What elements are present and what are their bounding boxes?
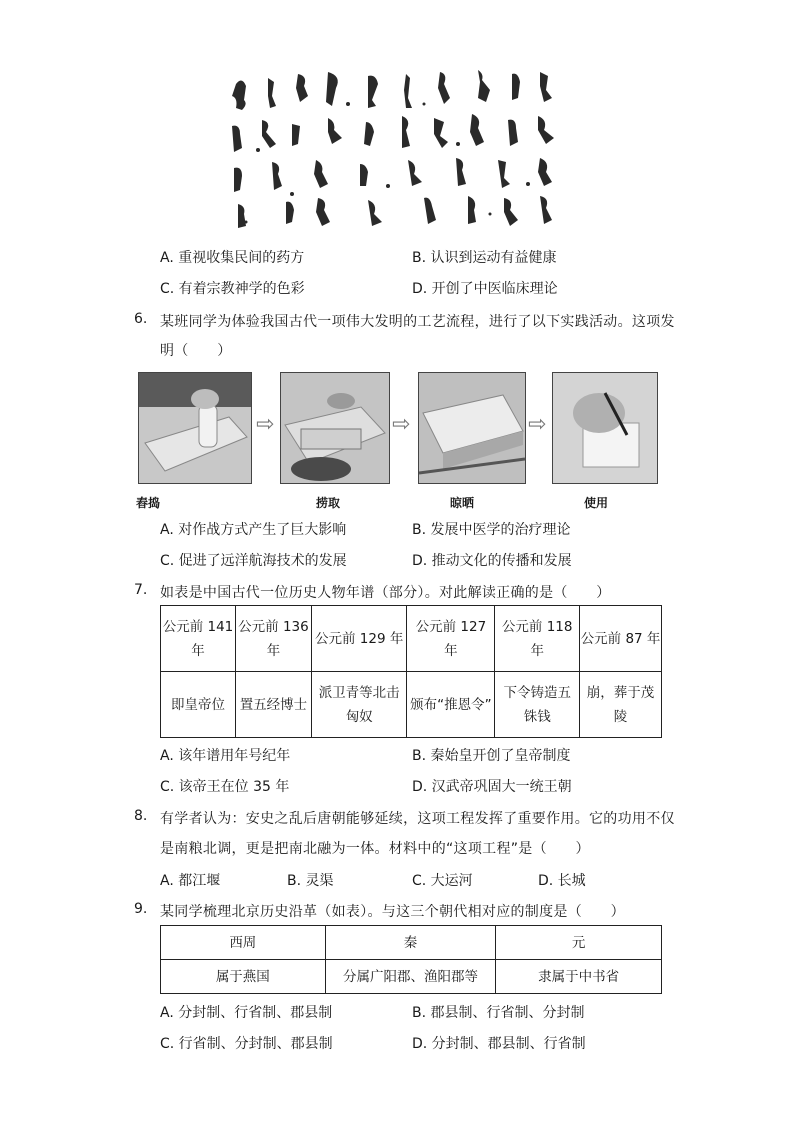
q9-option-c[interactable]: C. 行省制、分封制、郡县制	[160, 1036, 333, 1052]
status-row	[161, 960, 662, 994]
event-cell: 下令铸造五 铢钱	[495, 672, 580, 738]
event-cell: 崩，葬于茂陵	[580, 672, 662, 738]
arrow-icon: ⇨	[392, 412, 411, 437]
dynasty-cell: 西周	[161, 926, 326, 960]
q8-stem-line1: 有学者认为：安史之乱后唐朝能够延续，这项工程发挥了重要作用。它的功用不仅	[160, 811, 675, 827]
q8-option-d[interactable]: D. 长城	[538, 873, 586, 889]
drying-photo	[418, 372, 526, 484]
using-photo-drawing	[553, 373, 657, 483]
q9-stem: 某同学梳理北京历史沿革（如表）。与这三个朝代相对应的制度是（ ）	[160, 904, 625, 920]
q6-stem-line2: 明（ ）	[160, 343, 232, 359]
event-cell: 颁布“推恩令”	[407, 672, 495, 738]
year-row	[161, 606, 662, 672]
status-cell: 分属广阳郡、渔阳郡等	[325, 960, 496, 994]
event-cell: 派卫青等北击 匈奴	[311, 672, 407, 738]
q5-option-a[interactable]: A. 重视收集民间的药方	[160, 250, 305, 266]
daoyin-figures-image	[228, 64, 568, 234]
q5-option-d[interactable]: D. 开创了中医临床理论	[412, 281, 558, 297]
dynasty-cell: 秦	[325, 926, 496, 960]
q6-stem-line1: 某班同学为体验我国古代一项伟大发明的工艺流程，进行了以下实践活动。这项发	[160, 314, 675, 330]
using-photo	[552, 372, 658, 484]
caption-using: 使用	[584, 496, 609, 510]
q7-stem: 如表是中国古代一位历史人物年谱（部分）。对此解读正确的是（ ）	[160, 585, 611, 601]
q6-option-a[interactable]: A. 对作战方式产生了巨大影响	[160, 522, 347, 538]
q8-option-a[interactable]: A. 都江堰	[160, 873, 221, 889]
q8-number: 8.	[134, 808, 148, 824]
status-cell: 隶属于中书省	[496, 960, 662, 994]
year-cell: 公元前 127 年	[407, 606, 495, 672]
drying-photo-drawing	[419, 373, 525, 483]
dynasty-row	[161, 926, 662, 960]
q7-option-c[interactable]: C. 该帝王在位 35 年	[160, 779, 290, 795]
year-cell: 公元前 141 年	[161, 606, 236, 672]
pounding-photo-drawing	[139, 373, 251, 483]
q8-option-c[interactable]: C. 大运河	[412, 873, 473, 889]
caption-scooping: 捞取	[316, 496, 341, 510]
beijing-history-table	[160, 925, 662, 994]
year-cell: 公元前 129 年	[311, 606, 407, 672]
q9-option-d[interactable]: D. 分封制、郡县制、行省制	[412, 1036, 586, 1052]
chronology-table	[160, 605, 662, 738]
event-cell: 即皇帝位	[161, 672, 236, 738]
q9-option-b[interactable]: B. 郡县制、行省制、分封制	[412, 1005, 585, 1021]
q6-option-b[interactable]: B. 发展中医学的治疗理论	[412, 522, 571, 538]
q9-number: 9.	[134, 901, 148, 917]
event-row	[161, 672, 662, 738]
q7-option-d[interactable]: D. 汉武帝巩固大一统王朝	[412, 779, 572, 795]
q6-number: 6.	[134, 311, 148, 327]
caption-pounding: 舂捣	[136, 496, 161, 510]
q5-option-b[interactable]: B. 认识到运动有益健康	[412, 250, 557, 266]
q5-option-c[interactable]: C. 有着宗教神学的色彩	[160, 281, 305, 297]
q9-option-a[interactable]: A. 分封制、行省制、郡县制	[160, 1005, 333, 1021]
figures-drawing	[228, 64, 568, 234]
q8-stem-line2: 是南粮北调，更是把南北融为一体。材料中的“这项工程”是（ ）	[160, 841, 590, 857]
year-cell: 公元前 118 年	[495, 606, 580, 672]
pounding-photo	[138, 372, 252, 484]
event-cell: 置五经博士	[235, 672, 311, 738]
status-cell: 属于燕国	[161, 960, 326, 994]
caption-drying: 晾晒	[450, 496, 475, 510]
scooping-photo-drawing	[281, 373, 389, 483]
arrow-icon: ⇨	[528, 412, 547, 437]
q7-option-b[interactable]: B. 秦始皇开创了皇帝制度	[412, 748, 571, 764]
q7-option-a[interactable]: A. 该年谱用年号纪年	[160, 748, 291, 764]
dynasty-cell: 元	[496, 926, 662, 960]
year-cell: 公元前 87 年	[580, 606, 662, 672]
q6-option-c[interactable]: C. 促进了远洋航海技术的发展	[160, 553, 347, 569]
q8-option-b[interactable]: B. 灵渠	[287, 873, 334, 889]
q7-number: 7.	[134, 582, 148, 598]
scooping-photo	[280, 372, 390, 484]
arrow-icon: ⇨	[256, 412, 275, 437]
year-cell: 公元前 136 年	[235, 606, 311, 672]
q6-option-d[interactable]: D. 推动文化的传播和发展	[412, 553, 572, 569]
